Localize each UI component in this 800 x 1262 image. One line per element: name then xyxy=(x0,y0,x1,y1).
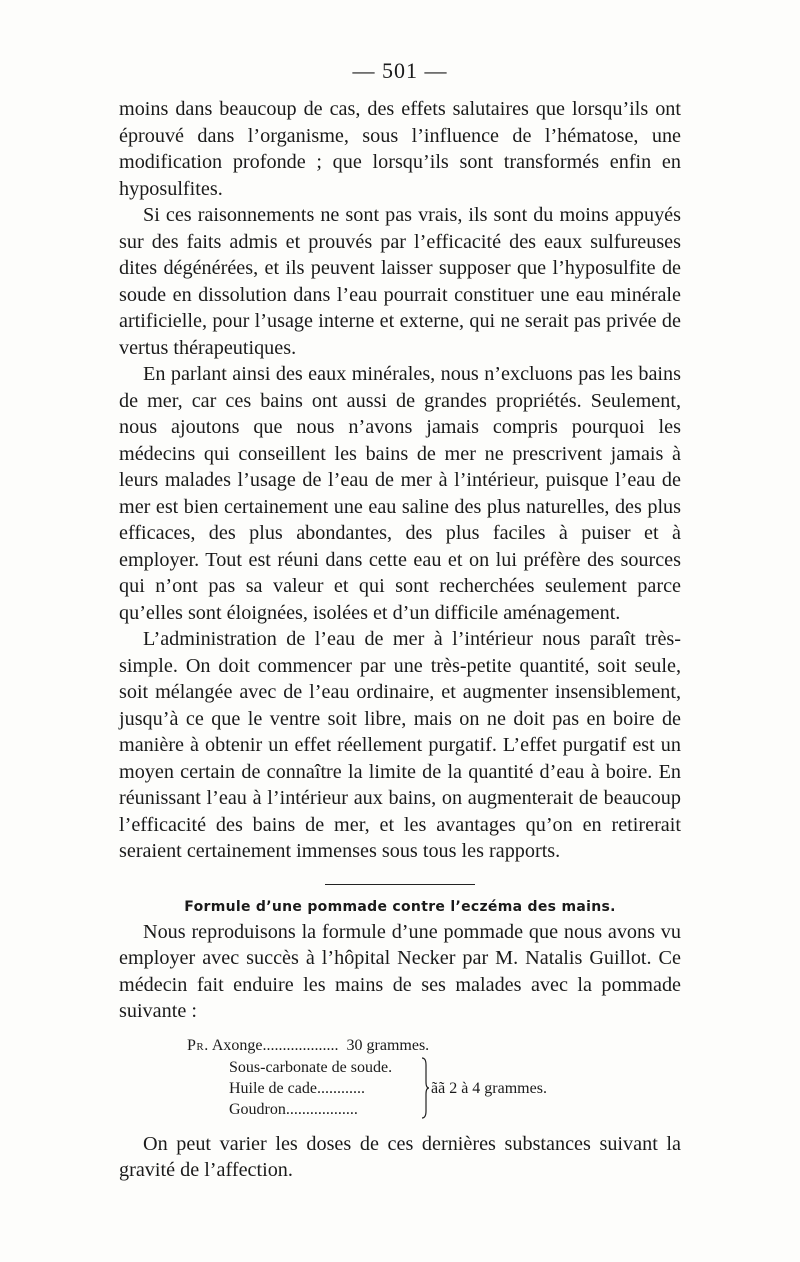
section-closing: On peut varier les doses de ces dernières substances suivant la gravité de l’affection. xyxy=(119,1132,681,1181)
curly-brace-icon xyxy=(421,1057,429,1119)
page-number: — 501 — xyxy=(352,58,448,83)
recipe-ingredient-name: Axonge xyxy=(211,1036,263,1054)
recipe-ingredient xyxy=(229,1057,392,1078)
body-text xyxy=(119,96,681,1184)
recipe-leader-dots: .................. xyxy=(285,1100,358,1118)
recipe-ingredient xyxy=(229,1099,358,1120)
recipe-ingredient-name: Huile de cade xyxy=(229,1079,317,1097)
recipe-ingredient-quantity: 30 grammes. xyxy=(346,1036,430,1054)
paragraph: L’administration de l’eau de mer à l’intérieur nous paraît très-simple. On doit commencer par une très-petite quantité, soit seule, soit mélangée avec de l’eau ordinaire, et augmenter insensiblement, jusqu’à ce que le ventre soit libre, mais on ne doit pas en boire de manière à obtenir un effet réellement purgatif. L’effet purgatif est un moyen certain de connaître la limite de la quantité d’eau à boire. En réunissant l’eau à l’intérieur aux bains, on augmenterait de beaucoup l’efficacité des bains de mer, et les avantages qu’on en retirerait seraient certainement immenses sous tous les rapports. xyxy=(119,628,681,862)
recipe-prefix: Pr. xyxy=(187,1036,209,1054)
recipe-leader-dots: ................... xyxy=(262,1036,339,1054)
paragraph: Si ces raisonnements ne sont pas vrais, ils sont du moins appuyés sur des faits admis et prouvés par l’efficacité des eaux sulfureuses dites dégénérées, et ils peuvent laisser supposer que l’hyposulfite de soude en dissolution dans l’eau pourrait constituer une eau minérale artificielle, pour l’usage interne et externe, qui ne serait pas privée de vertus thérapeutiques. xyxy=(119,204,681,359)
paragraph: moins dans beaucoup de cas, des effets salutaires que lorsqu’ils ont éprouvé dans l’organisme, sous l’influence de l’hématose, une modification profonde ; que lorsqu’ils sont transformés enfin en hyposulfites. xyxy=(119,98,681,200)
recipe-ingredient-name: Sous-carbonate de soude. xyxy=(229,1058,393,1076)
section-divider xyxy=(325,884,475,885)
recipe-formula xyxy=(119,1035,681,1127)
recipe-ingredient-name: Goudron xyxy=(229,1100,286,1118)
recipe-ingredient xyxy=(229,1078,365,1099)
section-title: Formule d’une pommade contre l’eczéma des mains. xyxy=(184,898,616,915)
paragraph: En parlant ainsi des eaux minérales, nous n’excluons pas les bains de mer, car ces bains ont aussi de grandes propriétés. Seulement, nous ajoutons que nous n’avons jamais compris pourquoi les médecins qui conseillent les bains de mer ne prescrivent jamais à leurs malades l’usage de l’eau de mer à l’intérieur, puisque l’eau de mer est bien certainement une eau saline des plus naturelles, des plus efficaces, des plus abondantes, des plus faciles à puiser et à employer. Tout est réuni dans cette eau et on lui préfère des sources qui n’ont pas sa valeur et qui sont recherchées seulement parce qu’elles sont éloignées, isolées et d’un difficile aménagement. xyxy=(119,363,681,624)
recipe-shared-quantity: ãã 2 à 4 grammes. xyxy=(431,1079,547,1097)
section-intro: Nous reproduisons la formule d’une pommade que nous avons vu employer avec succès à l’hôpital Necker par M. Natalis Guillot. Ce médecin fait enduire les mains de ses malades avec la pommade suivante : xyxy=(119,920,681,1022)
recipe-leader-dots: ............ xyxy=(316,1079,365,1097)
recipe-first-line xyxy=(187,1035,429,1056)
